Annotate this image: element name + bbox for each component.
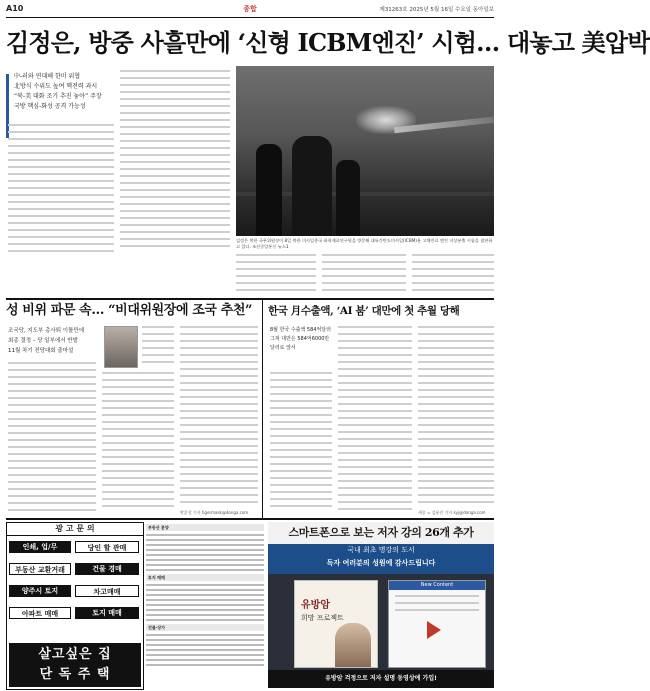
ad-banner xyxy=(9,643,141,687)
book-ad-footer: 유방암 걱정으로 저자 설명 동영상에 가입! xyxy=(268,670,494,688)
ad-cell: 건물 경매 xyxy=(75,563,139,575)
book-ad-band-line: 독자 여러분의 성원에 감사드립니다 xyxy=(326,559,436,567)
story2-dek xyxy=(8,326,98,356)
listings-column xyxy=(146,522,264,688)
story2-body-col2-top xyxy=(142,326,174,366)
listing-heading: 건물·상가 xyxy=(146,624,264,631)
photo-caption: 김정은 북한 국무위원장이 8일 북한 미사일총국 화학재료연구원을 방문해 대륙간탄도미사일(ICBM)용 고체연료 엔진 지상분출 시험을 참관하고 있다. 조선중앙통신 뉴스1 xyxy=(236,238,493,249)
ad-cell: 아파트 매매 xyxy=(9,607,71,619)
dek-line: 11월 차기 전당대회 출마설 xyxy=(8,348,74,354)
book-ad xyxy=(268,522,494,688)
book-title: 유방암 xyxy=(301,600,330,611)
story2-headline xyxy=(6,302,256,320)
official-silhouette xyxy=(336,160,360,236)
main-body-col5 xyxy=(412,254,494,296)
story2-byline: 박훈상 기자 tigermask@donga.com xyxy=(180,510,249,515)
book-cover xyxy=(294,580,378,668)
story3-headline: 한국 月수출액, ‘AI 붐’ 대만에 첫 추월 당해 xyxy=(268,305,460,317)
ad-title: 광 고 문 의 xyxy=(7,523,143,536)
ad-cell: 차고매매 xyxy=(75,585,139,597)
dek-line: 조국당, 지도부 총사퇴 이틀만에 xyxy=(8,328,85,334)
book-ad-band xyxy=(268,544,494,574)
story3-body-col3 xyxy=(418,326,494,506)
main-body-col2 xyxy=(120,70,230,254)
main-headline: 김정은, 방중 사흘만에 ‘신형 ICBM엔진’ 시험… 대놓고 美압박 xyxy=(6,28,650,57)
column-divider xyxy=(262,300,263,518)
video-preview-header: New Content xyxy=(389,581,485,590)
story2-body-col3 xyxy=(180,326,258,510)
ad-divider xyxy=(6,518,494,520)
story2-headline-b: “비대위원장에 조국 추천” xyxy=(108,303,253,318)
leader-silhouette xyxy=(292,136,332,236)
main-body-col3 xyxy=(236,254,316,296)
ad-cell: 인쇄, 업/무 xyxy=(9,541,71,553)
ad-cell: 당인 할 관매 xyxy=(75,541,139,553)
story3-body-col1 xyxy=(270,372,332,512)
story3-byline: 세종 = 김윤진 기자 kyj@donga.com xyxy=(418,510,486,515)
story2-body-col2 xyxy=(102,372,174,514)
story2-headline-a: 성 비위 파문 속… xyxy=(6,303,104,318)
masthead xyxy=(6,3,494,18)
book-subtitle: 희망 프로젝트 xyxy=(301,614,344,622)
columnist-photo xyxy=(104,326,138,368)
dek-line: 최종 결정 – 당 일부에서 반발 xyxy=(8,338,78,344)
main-subheads xyxy=(14,72,114,112)
subhead-line: “북-美 대화 조기 추진 놓아” 주장 xyxy=(14,93,102,100)
main-body-col4 xyxy=(322,254,406,296)
classified-ad xyxy=(6,522,144,690)
ad-banner-line: 살고싶은 집 xyxy=(38,647,112,662)
official-silhouette xyxy=(256,144,282,236)
ad-banner-line: 단 독 주 택 xyxy=(39,667,111,682)
ad-row xyxy=(9,541,141,553)
section-label: 종합 xyxy=(243,5,257,13)
listing-heading: 부동산 분양 xyxy=(146,524,264,531)
listing-heading: 토지 매매 xyxy=(146,574,264,581)
ad-row xyxy=(9,563,141,575)
section-divider xyxy=(6,298,494,300)
play-icon xyxy=(427,621,441,639)
ad-row xyxy=(9,607,141,619)
video-preview xyxy=(388,580,486,668)
page-number: A10 xyxy=(6,4,24,13)
ad-row xyxy=(9,585,141,597)
author-portrait xyxy=(335,623,371,667)
book-ad-headline: 스마트폰으로 보는 저자 강의 26개 추가 xyxy=(268,522,494,544)
subhead-line: 中-러와 연대해 한미 위협 xyxy=(14,73,81,80)
book-ad-band-line: 국내 최초 명강의 도서 xyxy=(347,546,415,554)
subhead-line: 北방식 수위도 높여 핵전력 과시 xyxy=(14,83,98,90)
ad-cell: 양주시 토지 xyxy=(9,585,71,597)
story3-dek: 8월 한국 수출액 584억달러 그쳐 대만은 584억6000만달러로 앞서 xyxy=(270,327,331,351)
ad-cell: 부동산 교환거래 xyxy=(9,563,71,575)
main-photo xyxy=(236,66,494,236)
issue-meta: 제31263호 2025년 5월 16일 수요일 동아일보 xyxy=(379,7,494,13)
subhead-line: 국방 핵심-화성 공격 가능성 xyxy=(14,103,86,110)
story2-body-col1 xyxy=(8,362,96,514)
main-body-col1 xyxy=(8,124,114,254)
ad-cell: 토지 매매 xyxy=(75,607,139,619)
story3-body-col2 xyxy=(338,326,412,512)
